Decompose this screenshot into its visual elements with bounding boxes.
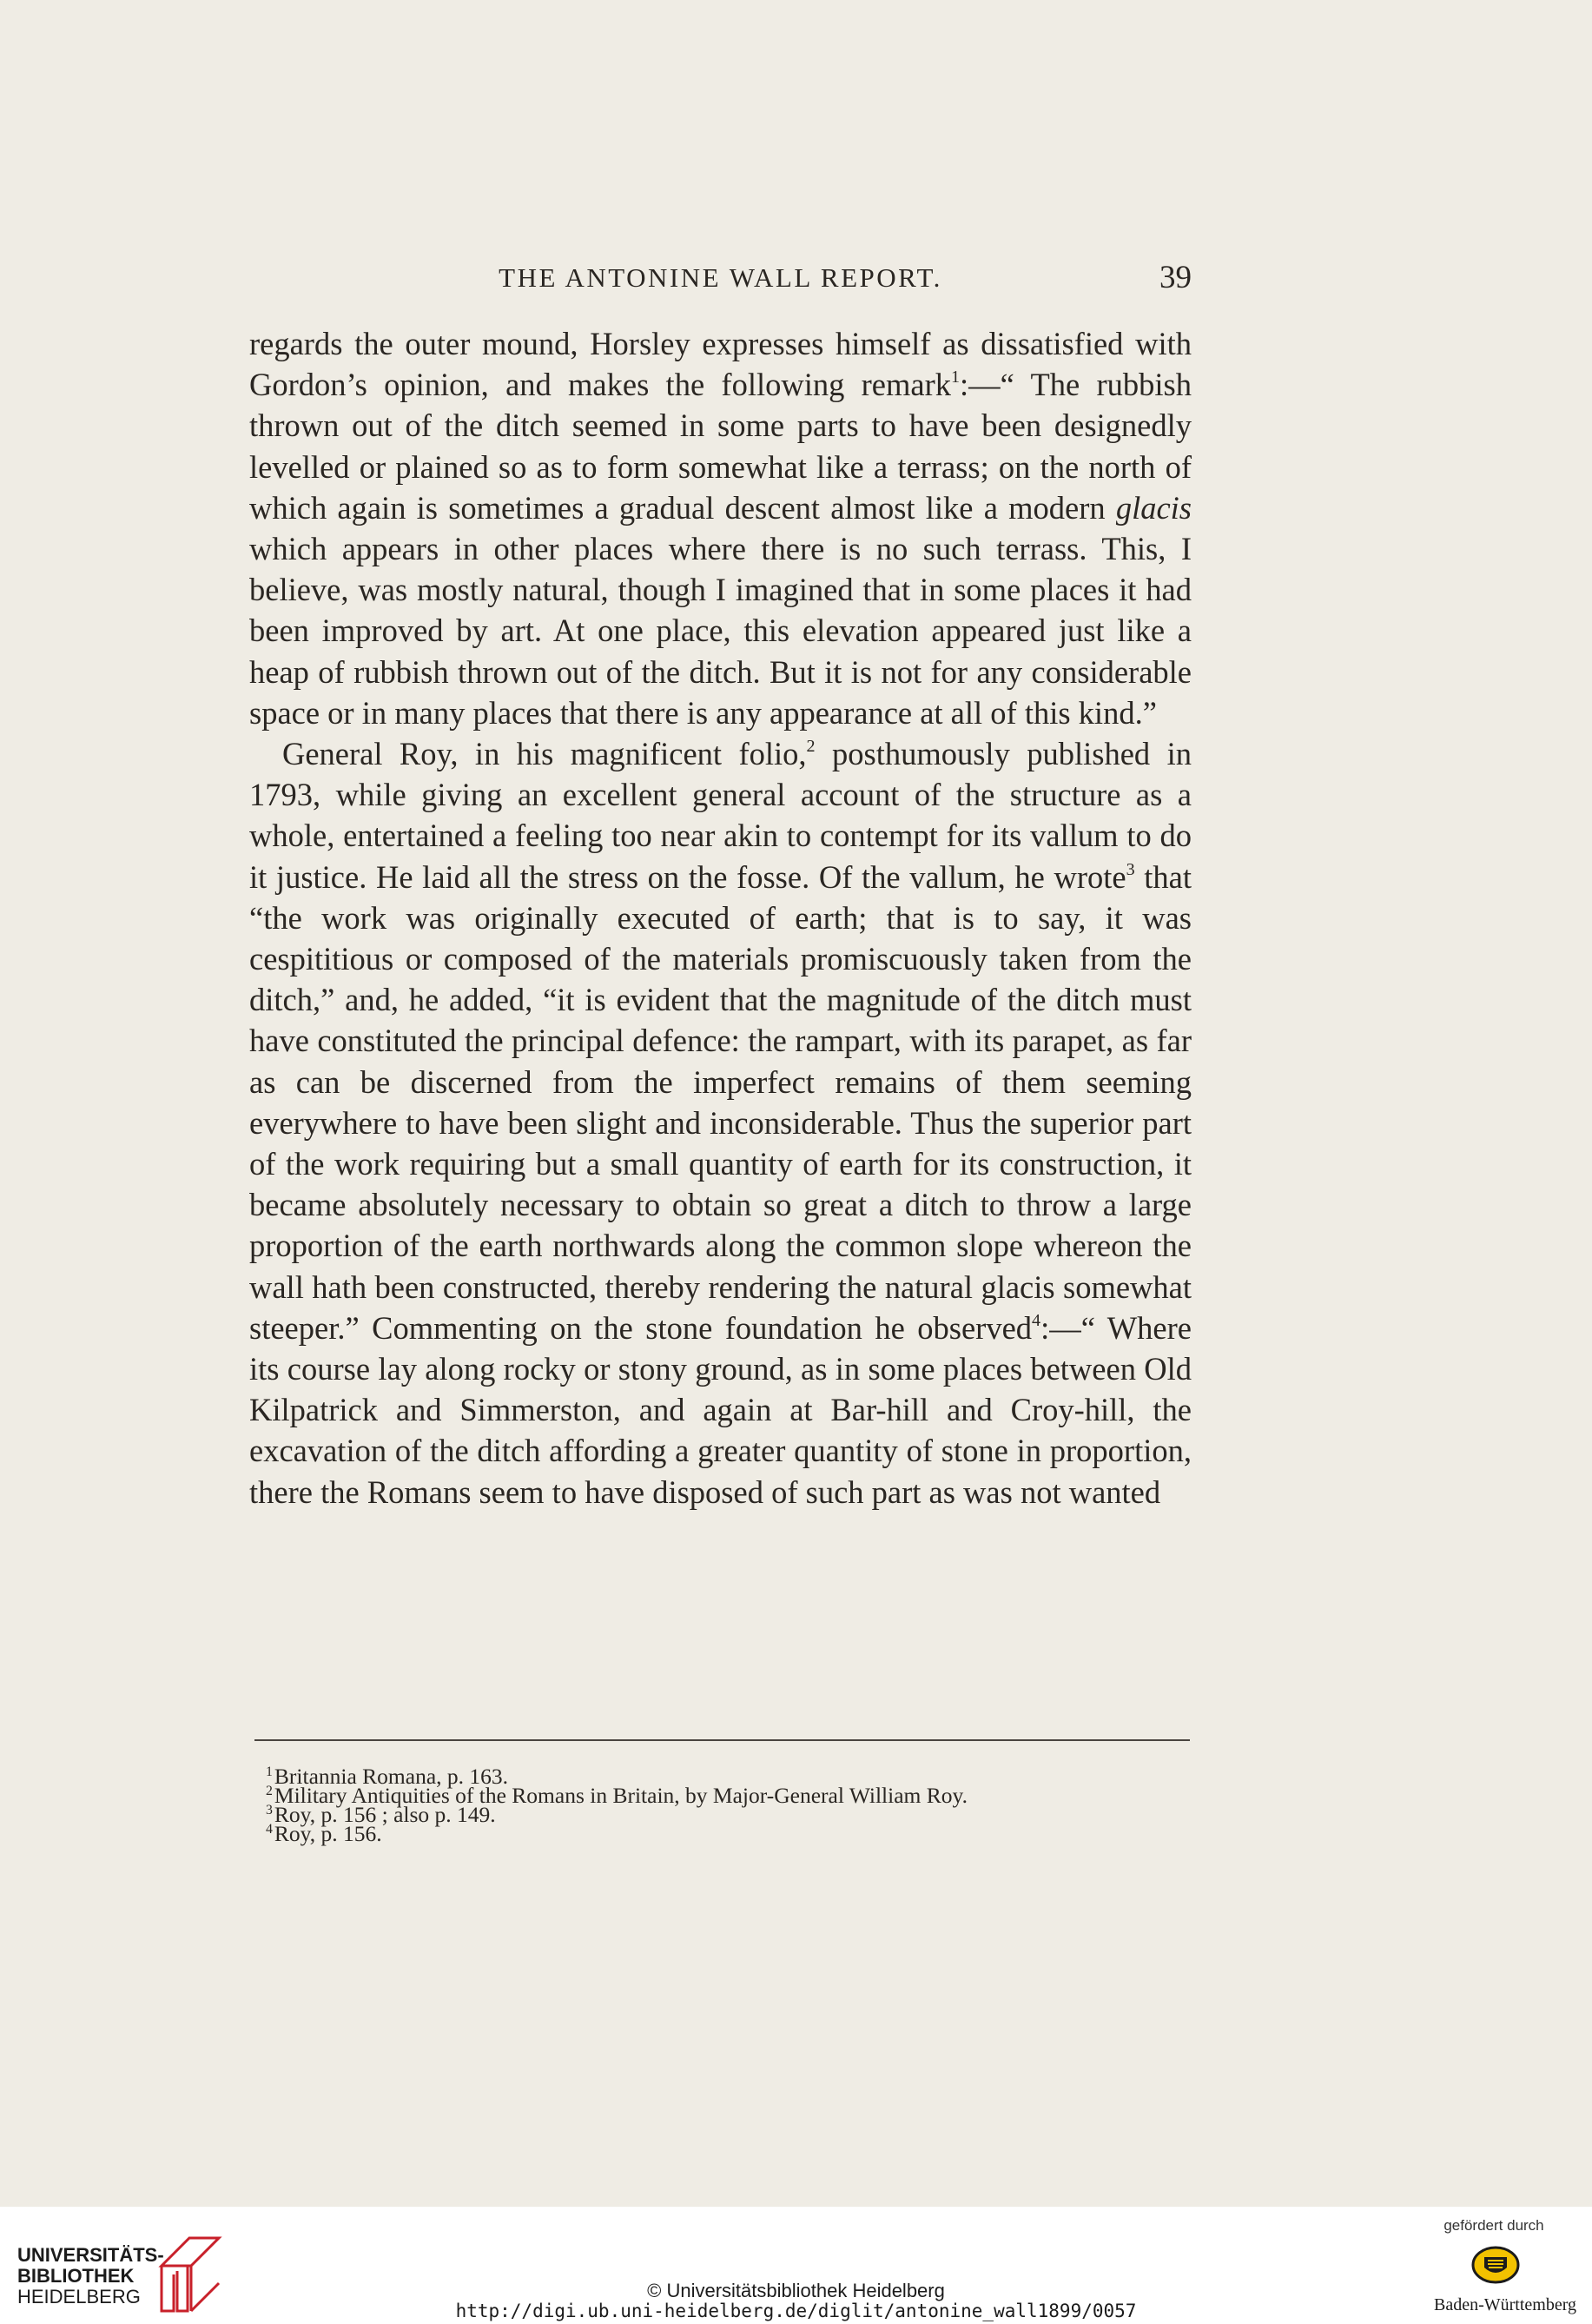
page-number: 39 [1159, 260, 1192, 295]
copyright-notice: © Universitätsbibliothek Heidelberg [647, 2280, 945, 2301]
footnote-text: Roy, p. 156 ; also p. 149. [274, 1802, 496, 1827]
library-name-line2: BIBLIOTHEK [17, 2265, 135, 2287]
footnote-ref: 2 [806, 736, 816, 756]
running-head [249, 262, 1192, 301]
text-run: posthumously published in 1793, while giving an excellent general account of the structure as a whole, entertained a feeling too near akin to contempt for its vallum to do it justice. He laid all the stress on the fosse. Of the vallum, he wrote [249, 736, 1192, 895]
library-name-line3: HEIDELBERG [17, 2286, 141, 2307]
library-name-line1: UNIVERSITÄTS- [17, 2244, 164, 2266]
footnote-text: Roy, p. 156. [274, 1821, 382, 1846]
footnote [266, 1802, 1195, 1827]
footnote [266, 1821, 1195, 1846]
italic-term: glacis [1115, 489, 1192, 526]
paragraph [249, 323, 1192, 733]
permalink-url[interactable]: http://digi.ub.uni-heidelberg.de/diglit/antonine_wall1899/0057 [455, 2301, 1137, 2321]
text-run: :—“ Where its course lay along rocky or stony ground, as in some places between Old Kilpatrick and Simmerston, and again at Bar-hill and Croy-hill, the excavation of the ditch affording a greater quantity of stone in proportion, there the Romans seem to have disposed of such part as was not wanted [249, 1309, 1192, 1510]
funder-name[interactable]: Baden-Württemberg [1433, 2295, 1576, 2314]
footnote-number: 3 [266, 1802, 273, 1817]
footnote-ref: 1 [950, 367, 961, 387]
running-head-title: THE ANTONINE WALL REPORT. [499, 262, 942, 293]
text-run: General Roy, in his magnificent folio, [282, 736, 807, 772]
footnote-text: Military Antiquities of the Romans in Britain, by Major-General William Roy. [274, 1783, 968, 1808]
funded-by-label: gefördert durch [1443, 2217, 1544, 2234]
footnote-number: 1 [266, 1764, 273, 1779]
paragraph [249, 733, 1192, 1513]
body-text [249, 323, 1192, 1513]
text-run: which appears in other places where there is no such terrass. This, I believe, was mostly natural, though I imagined that in some places it had been improved by art. At one place, this elevation appeared just like a heap of rubbish thrown out of the ditch. But it is not for any considerable space or in many places that there is any appearance at all of this kind.” [249, 531, 1192, 731]
text-run: regards the outer mound, Horsley expresses himself as dissatisfied with Gordon’s opinion, and makes the following remark [249, 326, 1192, 403]
footnote-rule [254, 1739, 1190, 1741]
text-run: :—“ The rubbish thrown out of the ditch seemed in some parts to have been designedly levelled or plained so as to form somewhat like a terrass; on the north of which again is sometimes a gradual descent almost like a modern [249, 367, 1192, 526]
footnote-text: Britannia Romana, p. 163. [274, 1764, 509, 1789]
footer-bar [0, 2207, 1592, 2324]
footnote-ref: 4 [1032, 1310, 1041, 1330]
footnote-number: 2 [266, 1783, 273, 1798]
text-run: that “the work was originally executed of earth; that is to say, it was cespititious or composed of the materials promiscuously taken from the ditch,” and, he added, “it is evident that the magnitude of the ditch must have constituted the principal defence: the rampart, with its parapet, as far as can be discerned from the imperfect remains of them seeming everywhere to have been slight and inconsiderable. Thus the superior part of the work requiring but a small quantity of earth for its construction, it became absolutely necessary to obtain so great a ditch to throw a large proportion of the earth northwards along the common slope whereon the wall hath been constructed, thereby rendering the natural glacis somewhat steeper.” Commenting on the stone foundation he observed [249, 858, 1192, 1346]
footnotes [266, 1764, 1195, 1846]
footnote-ref: 3 [1126, 859, 1135, 879]
baden-wuerttemberg-seal-icon [1469, 2243, 1523, 2287]
footnote-number: 4 [266, 1821, 273, 1837]
